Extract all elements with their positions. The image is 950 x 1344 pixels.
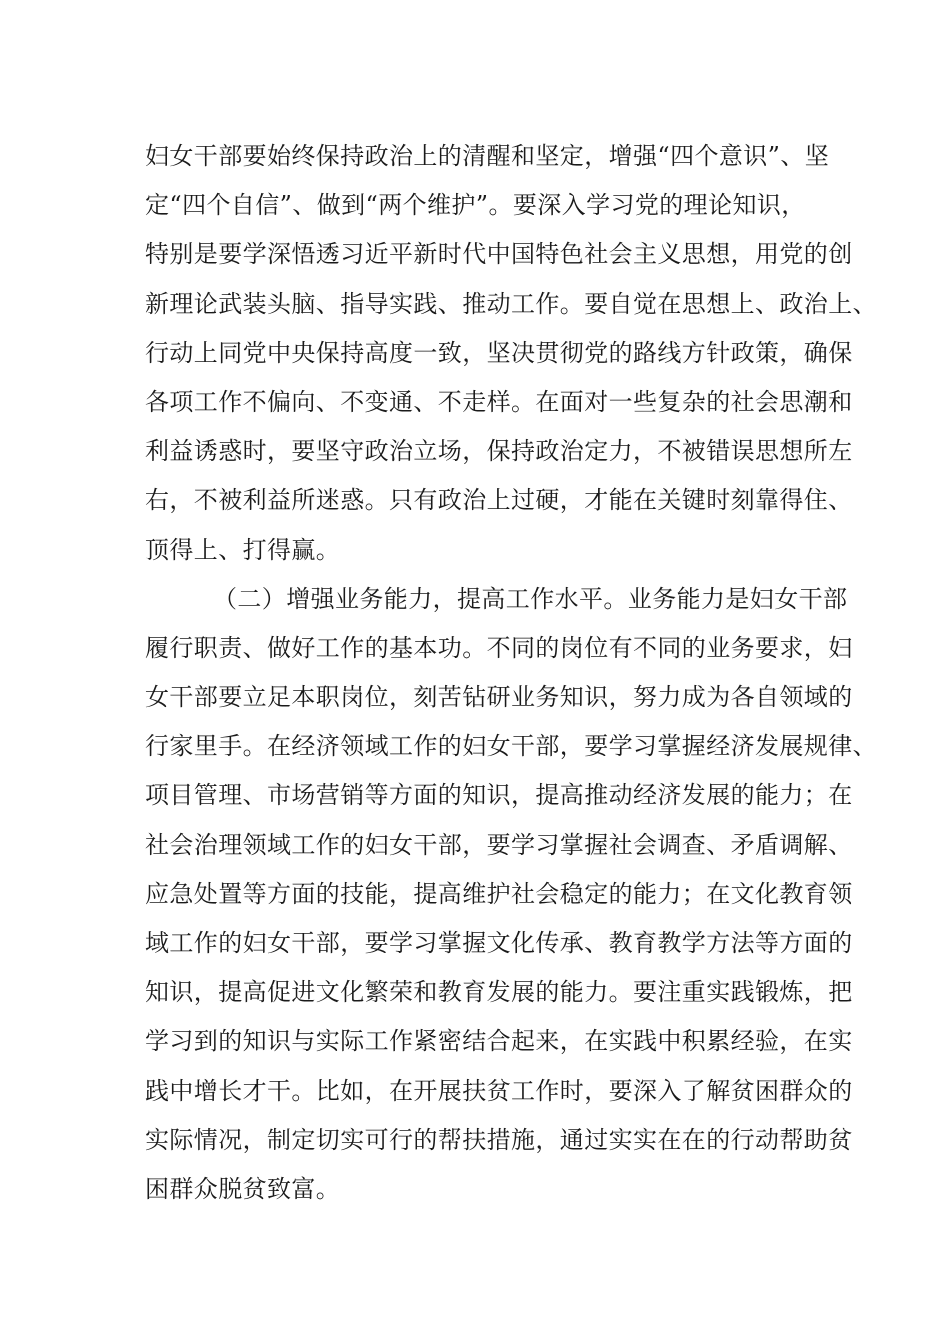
text-line: 社会治理领域工作的妇女干部，要学习掌握社会调查、矛盾调解、 — [145, 830, 853, 859]
section-heading-line: （二）增强业务能力，提高工作水平。业务能力是妇女干部 — [213, 584, 848, 613]
paragraph-2 — [145, 575, 877, 1214]
body-text — [145, 132, 877, 1214]
paragraph-1 — [145, 132, 877, 575]
text-line: 知识，提高促进文化繁荣和教育发展的能力。要注重实践锻炼，把 — [145, 978, 853, 1007]
text-line: 履行职责、做好工作的基本功。不同的岗位有不同的业务要求，妇 — [145, 633, 853, 662]
text-line: 项目管理、市场营销等方面的知识，提高推动经济发展的能力；在 — [145, 781, 853, 810]
text-line: 右，不被利益所迷惑。只有政治上过硬，才能在关键时刻靠得住、 — [145, 486, 853, 515]
text-line: 女干部要立足本职岗位，刻苦钻研业务知识，努力成为各自领域的 — [145, 683, 853, 712]
text-line: 学习到的知识与实际工作紧密结合起来，在实践中积累经验，在实 — [145, 1027, 853, 1056]
text-line: 行动上同党中央保持高度一致，坚决贯彻党的路线方针政策，确保 — [145, 338, 853, 367]
text-line: 应急处置等方面的技能，提高维护社会稳定的能力；在文化教育领 — [145, 879, 853, 908]
text-line: 各项工作不偏向、不变通、不走样。在面对一些复杂的社会思潮和 — [145, 387, 853, 416]
text-line: 特别是要学深悟透习近平新时代中国特色社会主义思想，用党的创 — [145, 240, 853, 269]
text-line: 妇女干部要始终保持政治上的清醒和坚定，增强“四个意识”、坚 — [145, 142, 830, 170]
text-line: 新理论武装头脑、指导实践、推动工作。要自觉在思想上、政治上、 — [145, 289, 877, 318]
text-line: 利益诱惑时，要坚守政治立场，保持政治定力，不被错误思想所左 — [145, 437, 853, 466]
text-line: 实际情况，制定切实可行的帮扶措施，通过实实在在的行动帮助贫 — [145, 1125, 853, 1154]
text-line: 顶得上、打得赢。 — [145, 535, 341, 564]
text-line: 行家里手。在经济领域工作的妇女干部，要学习掌握经济发展规律、 — [145, 732, 877, 761]
text-line: 域工作的妇女干部，要学习掌握文化传承、教育教学方法等方面的 — [145, 929, 853, 957]
text-line: 践中增长才干。比如，在开展扶贫工作时，要深入了解贫困群众的 — [145, 1076, 853, 1105]
text-line: 定“四个自信”、做到“两个维护”。要深入学习党的理论知识， — [145, 191, 806, 220]
text-line: 困群众脱贫致富。 — [145, 1174, 341, 1203]
